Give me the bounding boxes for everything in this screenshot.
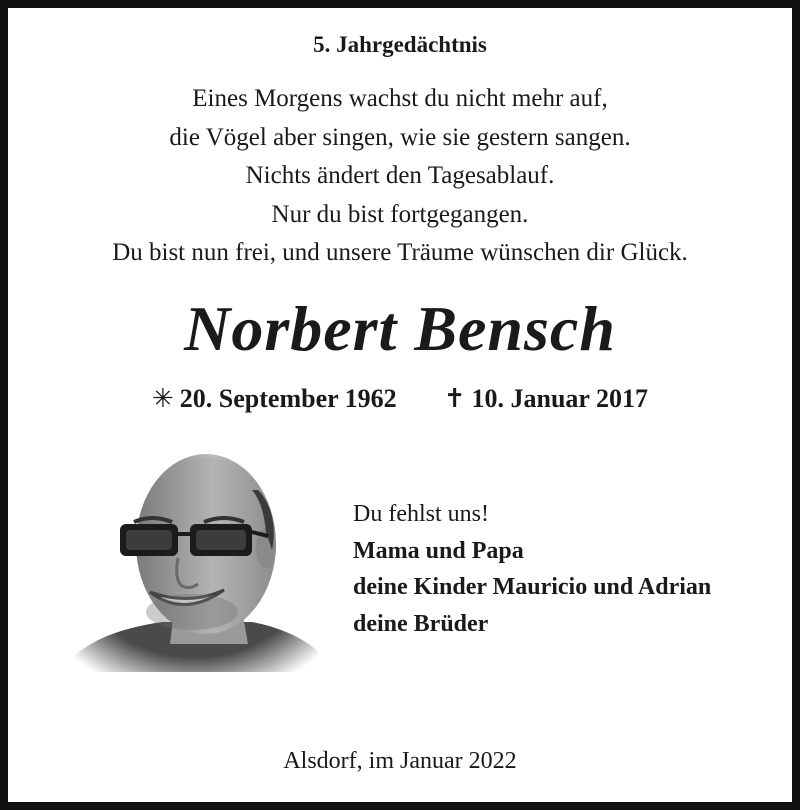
birth-date-group — [152, 384, 397, 414]
family-intro: Du fehlst uns! — [353, 501, 489, 527]
mourner-line: deine Kinder Mauricio und Adrian — [353, 574, 712, 600]
poem-line: Eines Morgens wachst du nicht mehr auf, — [192, 85, 608, 112]
mourner-line: deine Brüder — [353, 610, 489, 637]
portrait-photo — [52, 440, 338, 676]
place-and-date: Alsdorf, im Januar 2022 — [283, 748, 517, 774]
anniversary-heading: 5. Jahrgedächtnis — [313, 32, 487, 57]
poem — [8, 80, 792, 273]
poem-line: Du bist nun frei, und unsere Träume wünschen dir Glück. — [112, 239, 688, 266]
poem-line: Nichts ändert den Tagesablauf. — [245, 162, 555, 189]
deceased-name: Norbert Bensch — [184, 293, 616, 364]
death-cross-icon: ✝ — [443, 384, 466, 413]
poem-line: Nur du bist fortgegangen. — [271, 200, 529, 228]
poem-line: die Vögel aber singen, wie sie gestern sangen. — [169, 123, 631, 151]
death-date: 10. Januar 2017 — [471, 384, 648, 413]
death-date-group — [444, 384, 648, 414]
mourner-line: Mama und Papa — [353, 537, 524, 564]
life-dates — [8, 384, 792, 414]
birth-star-icon: ✳ — [152, 384, 174, 413]
birth-date: 20. September 1962 — [179, 384, 397, 413]
mourners-block — [353, 496, 711, 642]
